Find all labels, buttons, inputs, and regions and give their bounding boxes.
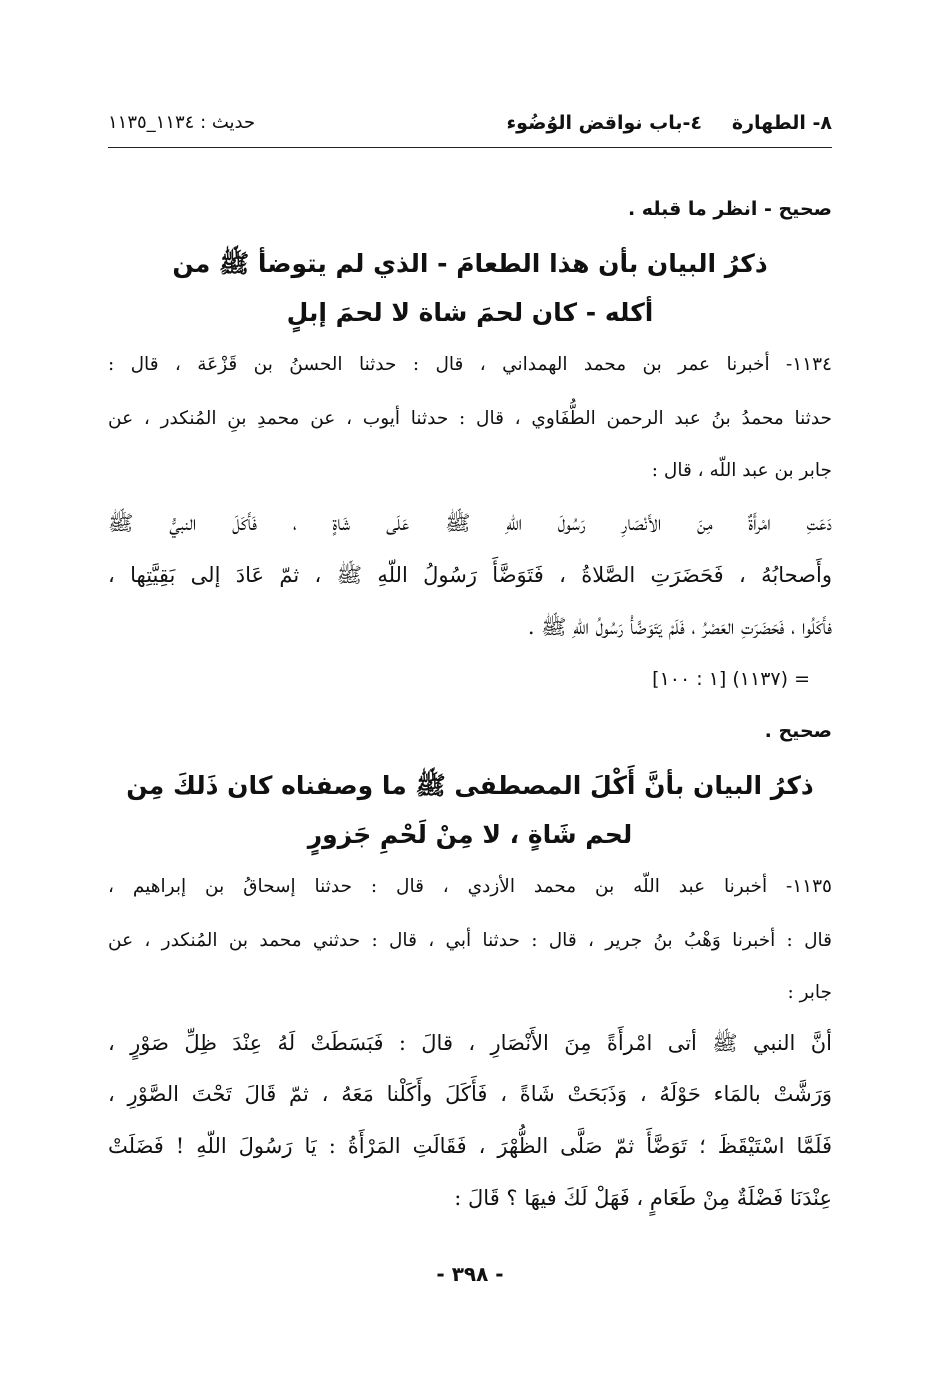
matn-line: وأَصحابُهُ ، فَحَضَرَتِ الصَّلاةُ ، فَتَوَضَّأَ رَسُولُ اللّهِ ﷺ ، ثمّ عَادَ إلى بَقِيَّتِها ، (108, 563, 832, 587)
running-header (108, 112, 832, 146)
grade-note: صحيح - انظر ما قبله . (627, 198, 832, 220)
isnad-line: جابر : (787, 982, 832, 1003)
chapter-heading-line: ذكرُ البيان بأن هذا الطعامَ - الذي لم يتوضأ ﷺ من (172, 249, 768, 278)
book-section-label: ٨- الطهارة (731, 112, 832, 134)
page-number: - ٣٩٨ - (436, 1262, 504, 1286)
header-divider (108, 147, 832, 148)
matn-line: عِنْدَنَا فَضْلَةٌ مِنْ طَعَامٍ ، فَهَلْ لَكَ فيهَا ؟ قَالَ : (454, 1186, 832, 1210)
matn-line: دَعَتِ امْرأَةٌ مِنَ الأَنْصَارِ رَسُولَ اللّهِ ﷺ عَلَى شَاةٍ ، فَأَكَلَ النبيُّ ﷺ (108, 511, 832, 535)
book-page (108, 0, 832, 1374)
chapter-heading-line: ذكرُ البيان بأنَّ أَكْلَ المصطفى ﷺ ما وصفناه كان ذَلكَ مِن (126, 771, 814, 800)
hadith-range-label: حديث : ١١٣٤_١١٣٥ (108, 112, 256, 133)
matn-line: فأَكَلُوا ، فَحَضَرَتِ العَصْرُ ، فَلَمْ يَتَوَضَّأْ رَسُولُ اللّهِ ﷺ . (527, 615, 832, 639)
grade-note: صحيح . (764, 720, 832, 742)
matn-line: أنَّ النبي ﷺ أتى امْرأَةً مِنَ الأَنْصَارِ ، قالَ : فَبَسَطَتْ لَهُ عِنْدَ ظِلِّ صَوْرٍ ، (108, 1031, 832, 1055)
isnad-line: ١١٣٥- أخبرنا عبد اللّه بن محمد الأزدي ، قال : حدثنا إسحاقُ بن إبراهيم ، (108, 876, 832, 897)
isnad-line: حدثنا محمدُ بنُ عبد الرحمن الطُّفَاوي ، قال : حدثنا أيوب ، عن محمدِ بنِ المُنكدر ، عن (108, 408, 832, 429)
isnad-line: جابر بن عبد اللّه ، قال : (651, 460, 832, 481)
matn-line: وَرَشَّتْ بالمَاء حَوْلَهُ ، وَذَبَحَتْ شَاةً ، فَأَكَلَ وأَكَلْنا مَعَهُ ، ثمّ قَالَ تَحْتَ الصَّوْرِ ، (108, 1082, 832, 1106)
chapter-label: ٤-باب نواقض الوُضُوء (506, 112, 702, 134)
matn-line: فَلَمَّا اسْتَيْقَظَ ؛ تَوَضَّأَ ثمّ صَلَّى الظُّهْرَ ، فَقَالَتِ المَرْأَةُ : يَا رَسُولَ اللّهِ ! فَضَلَتْ (108, 1134, 832, 1158)
isnad-line: قال : أخبرنا وَهْبُ بنُ جرير ، قال : حدثنا أبي ، قال : حدثني محمد بن المُنكدر ، عن (108, 930, 832, 951)
chapter-heading-line: أكله - كان لحمَ شاة لا لحمَ إبلٍ (286, 298, 654, 327)
cross-reference: = (١١٣٧) [١ : ١٠٠] (652, 668, 810, 690)
isnad-line: ١١٣٤- أخبرنا عمر بن محمد الهمداني ، قال : حدثنا الحسنُ بن قَزْعَة ، قال : (108, 354, 832, 375)
chapter-heading-line: لحم شَاةٍ ، لا مِنْ لَحْمِ جَزورٍ (307, 820, 633, 849)
